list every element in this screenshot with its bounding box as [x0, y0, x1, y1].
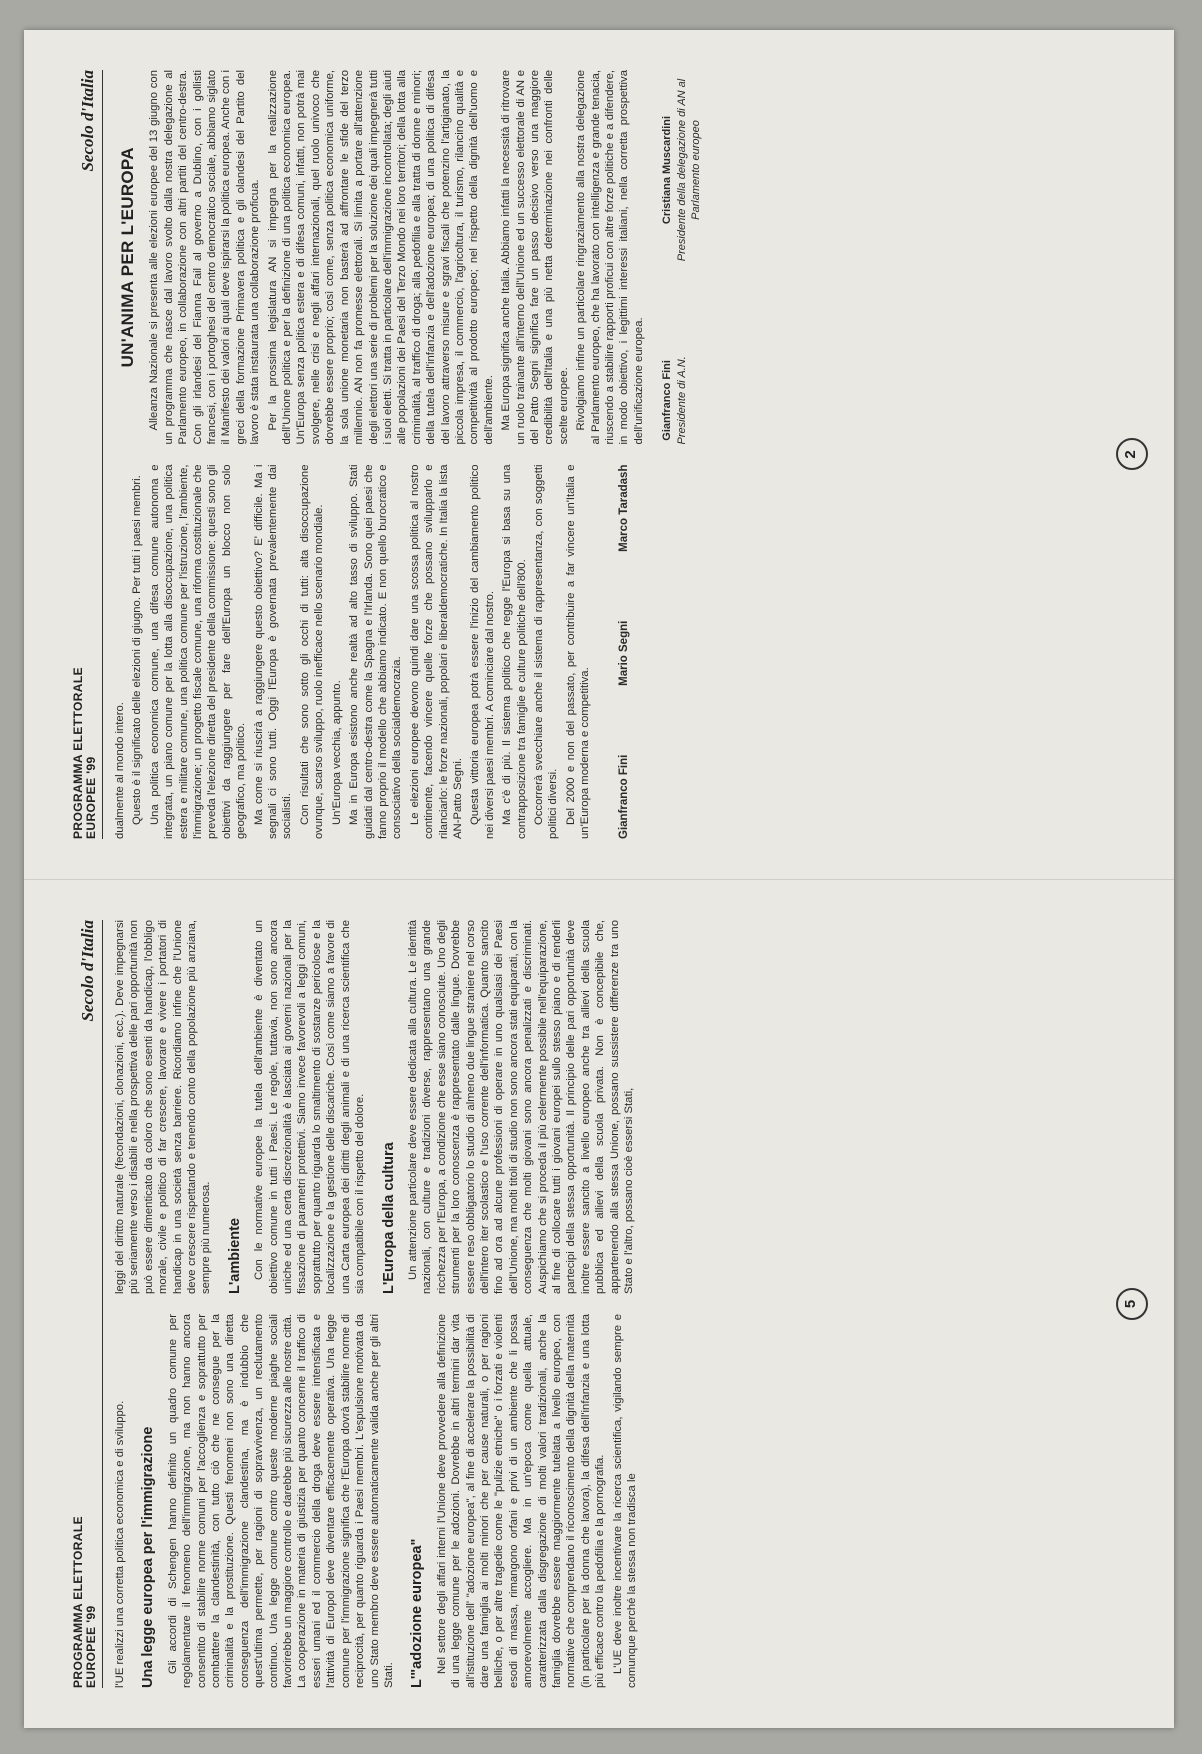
paragraph: Le elezioni europee devono quindi dare una scossa politica al nostro continente, facendo vincere quelle forze che possano svilupparlo e rilanciarlo: le forze nazionali, popolari e liberaldemocratiche. In Italia la lista AN-Patto Segni.: [408, 464, 464, 839]
paragraph: Ma in Europa esistono anche realtà ad alto tasso di sviluppo. Stati guidati dal centro-destra come la Spagna e l'Irlanda. Sono quei paesi che fanno proprio il modello che abbiamo indicato. E non quello burocratico e consociativo della socialdemocrazia.: [348, 464, 404, 839]
paragraph: Una politica economica comune, una difesa comune autonoma e integrata, un piano comune per la lotta alla disoccupazione, una politica estera e militare comune, una politica comune per l'istruzione, l'ambiente, l'immigrazione; un progetto fiscale comune, una riforma costituzionale che preveda l'elezione diretta del presidente della commissione: questi sono gli obiettivi da raggiungere per fare dell'Europa un blocco non solo geografico, ma politico.: [148, 464, 248, 839]
signature-block: [660, 70, 703, 270]
paragraph: Ma Europa significa anche Italia. Abbiamo infatti la necessità di ritrovare un ruolo trainante all'interno dell'Unione ed un successo elettorale di AN e del Patto Segni significa fare un passo decisivo verso una maggiore credibilità dell'Italia e una più netta determinazione nei confronti delle scelte europee.: [500, 70, 570, 445]
section-heading: L'ambiente: [226, 1218, 243, 1294]
column-1: [113, 1314, 1113, 1688]
section-heading: L'"adozione europea": [409, 1538, 426, 1688]
text-columns: [113, 70, 1113, 839]
paragraph: Del 2000 e non del passato, per contribuire a far vincere un'Italia e un'Europa moderna e competitiva.: [564, 464, 592, 839]
program-label: [72, 667, 98, 839]
signature-taradash: Marco Taradash: [617, 464, 630, 552]
paragraph: Questo è il significato delle elezioni di giugno. Per tutti i paesi membri.: [131, 475, 144, 825]
paragraph: leggi del diritto naturale (fecondazioni, clonazioni, ecc.). Deve impegnarsi più seriamente verso i disabili e nella prospettiva delle pari opportunità non può essere dimenticato da coloro che sono esenti da handicap, l'obbligo morale, civile e politico di far crescere, lavorare e vivere i portatori di handicap in una società senza barriere. Ricordiamo infine che l'Unione deve crescere rispettando e tenendo conto della popolazione più anziana, sempre più numerosa.: [114, 920, 213, 1294]
paragraph: Con le normative europee la tutela dell'ambiente è diventato un obiettivo comune in tutti i Paesi. Le regole, tuttavia, non sono ancora uniche ed una certa discrezionalità è lasciata ai governi nazionali per la fissazione di parametri protettivi. Siamo invece favorevoli a leggi comuni, soprattutto per quanto riguarda lo smaltimento di sostanze pericolose e la localizzazione e la gestione delle discariche. Così come siamo a favore di una Carta europea dei diritti degli animali e di una ricerca scientifica che sia compatibile con il rispetto del dolore.: [253, 920, 367, 1294]
signer-role: Presidente di A.N.: [675, 356, 688, 445]
column-2: [113, 70, 1113, 445]
paragraph: Ma come si riuscirà a raggiungere questo obiettivo? E' difficile. Ma i segnali ci sono tutti. Oggi l'Europa è governata prevalentemente dai socialisti.: [252, 464, 294, 839]
paragraph: Con risultati che sono sotto gli occhi di tutti: alta disoccupazione ovunque, scarso sviluppo, ruolo inefficace nello scenario mondiale.: [298, 464, 326, 839]
program-title: PROGRAMMA ELETTORALE: [71, 1516, 85, 1688]
section-heading: L'Europa della cultura: [380, 1142, 397, 1294]
paragraph: L'UE deve inoltre incentivare la ricerca scientifica, vigilando sempre e comunque perché la stessa non tradisca le: [611, 1314, 638, 1688]
paragraph: Per la prossima legislatura AN si impegna per la realizzazione dell'Unione politica e per la definizione di una politica economica europea. Un'Europa senza politica estera e di difesa comuni, infatti, non potrà mai svolgere, nelle crisi e negli affari internazionali, quel ruolo univoco che dovrebbe essere proprio; così come, senza politica economica uniforme, la sola unione monetaria non basterà ad affrontare le sfide del terzo millennio. AN non fa promesse elettorali. Si limita a portare all'attenzione degli elettori una serie di problemi per la soluzione dei quali impegnerà tutti i suoi eletti. Si tratta in particolare dell'immigrazione incontrollata; degli aiuti alle popolazioni dei Paesi del Terzo Mondo nei loro territori; della lotta alla criminalità, al traffico di droga; alla pedofilia e alla tratta di donne e minori; della tutela dell'infanzia e dell'adozione europea; di una politica di difesa del lavoro attraverso misure e sgravi fiscali che potenzino l'artigianato, la piccola impresa, il commercio, l'agricoltura, il turismo, rilancino qualità e competitività al prodotto europeo; nel rispetto della dignità dell'uomo e dell'ambiente.: [266, 70, 495, 445]
column-2: [113, 920, 1113, 1294]
section-heading: Una legge europea per l'immigrazione: [140, 1426, 157, 1688]
paragraph: Gli accordi di Schengen hanno definito un quadro comune per regolamentare il fenomeno dell'immigrazione, ma non hanno ancora consentito di stabilire norme comuni per l'accoglienza e soprattutto per combattere la clandestinità, con tutto ciò che ne consegue per la criminalità e la prostituzione. Questi fenomeni non sono una diretta conseguenza dell'immigrazione clandestina, ma è indubbio che quest'ultima permette, per ragioni di sopravvivenza, un reclutamento continuo. Una legge comune contro queste moderne piaghe sociali favorirebbe un maggiore controllo e darebbe più sicurezza alle nostre città. La cooperazione in materia di giustizia per quanto concerne il traffico di esseri umani ed il commercio della droga deve essere intensificata e l'attività di Europol deve diventare efficacemente operativa. Una legge comune per l'immigrazione significa che l'Europa dovrà stabilire norme di reciprocità, per quanto riguarda i Paesi membri. L'espulsione motivata da uno Stato membro deve essere automaticamente valida anche per gli altri Stati.: [166, 1314, 395, 1688]
paragraph: Occorrerà svecchiare anche il sistema di rappresentanza, con soggetti politici diversi.: [532, 464, 560, 839]
scanned-sheet: [24, 30, 1174, 1728]
program-subtitle: EUROPEE '99: [84, 756, 98, 839]
paragraph: Un'Europa vecchia, appunto.: [330, 680, 343, 825]
signer-name: Cristiana Muscardini: [661, 115, 674, 225]
signature-fini: Gianfranco Fini: [617, 754, 630, 839]
page-header: [58, 70, 103, 839]
program-title: PROGRAMMA ELETTORALE: [71, 667, 85, 839]
text-columns: [113, 920, 1113, 1688]
page-header: [58, 920, 103, 1688]
signatures: [617, 465, 631, 840]
column-1: [113, 465, 1113, 840]
signer-role: Presidente della delegazione di AN al Parlamento europeo: [675, 78, 703, 262]
newspaper-brand: Secolo d'Italia: [78, 70, 97, 172]
program-subtitle: EUROPEE '99: [84, 1605, 98, 1688]
page-5: [24, 879, 1174, 1728]
program-label: [72, 1516, 98, 1688]
page-2: [24, 30, 1174, 879]
paragraph: Ma c'è di più. Il sistema politico che regge l'Europa si basa su una contrapposizione tra famiglie e culture politiche dell'800.: [501, 464, 528, 839]
paragraph: Alleanza Nazionale si presenta alle elezioni europee del 13 giugno con un programma che nasce dal lavoro svolto dalla nostra delegazione al Parlamento europeo, in collaborazione con altri partiti del centro-destra. Con gli irlandesi del Fianna Fail al governo a Dublino, con i gollisti francesi, con i portoghesi del centro democratico sociale, abbiamo siglato il Manifesto dei valori ai quali deve ispirarsi la politica europea. Anche con i greci della formazione Primavera politica e gli olandesi del Partito del lavoro è stata instaurata una collaborazione proficua.: [148, 70, 262, 445]
signature-block: [660, 356, 703, 444]
paragraph: Un attenzione particolare deve essere dedicata alla cultura. Le identità nazionali, con culture e tradizioni diverse, rappresentano una grande ricchezza per l'Europa, a condizione che esse siano conosciute. Uno degli strumenti per la loro conoscenza è rappresentato dalle lingue. Dovrebbe essere reso obbligatorio lo studio di almeno due lingue straniere nel corso dell'intero iter scolastico e l'uso corrente dell'informatica. Quanto sancito fino ad ora ad alcune professioni di operare in uno qualsiasi dei Paesi dell'Unione, ma molti titoli di studio non sono ancora stati equiparati, con la conseguenza che molti giovani sono ancora penalizzati e discriminati. Auspichiamo che si proceda il più celermente possibile nell'equiparazione, al fine di collocare tutti i giovani europei sullo stesso piano e di renderli partecipi della stessa opportunità. Il principio delle pari opportunità deve inoltre essere sancito a livello europeo anche tra allievi della scuola pubblica ed allievi della scuola privata. Non è concepibile che, appartenendo alla stessa Unione, possano sussistere differenze tra uno Stato e l'altro, possano cioè essersi Stati,: [406, 920, 635, 1294]
signer-name: Gianfranco Fini: [661, 360, 674, 441]
paragraph: Rivolgiamo infine un particolare ringraziamento alla nostra delegazione al Parlamento europeo, che ha lavorato con intelligenza e grande tenacia, riuscendo a stabilire rapporti proficui con altre forze politiche e a difendere, in modo obiettivo, i legittimi interessi italiani, nella corretta prospettiva dell'unificazione europea.: [575, 70, 645, 445]
paragraph: l'UE realizzi una corretta politica economica e di sviluppo.: [114, 1400, 126, 1688]
signatures: [660, 70, 703, 445]
two-page-spread: [24, 30, 1174, 1728]
paragraph: Questa vittoria europea potrà essere l'inizio del cambiamento politico nei diversi paesi membri. A cominciare dal nostro.: [469, 464, 496, 839]
article-title: UN'ANIMA PER L'EUROPA: [118, 147, 137, 368]
page-number: 5: [1116, 1288, 1148, 1320]
paragraph: dualmente al mondo intero.: [114, 702, 126, 839]
paragraph: Nel settore degli affari interni l'Unione deve provvedere alla definizione di una legge comune per le adozioni. Dovrebbe in altri termini dar vita all'istituzione dell' "adozione europea", al fine di accelerare la possibilità di dare una famiglia ai molti minori che per cause naturali, o per ragioni belliche, o per altre tragedie come le "pulizie etniche" o i forzati e violenti esodi di massa, rimangono orfani e privi di un ambiente che li possa amorevolmente accogliere. Ma in un'epoca come quella attuale, caratterizzata dalla disgregazione di molti valori tradizionali, anche la famiglia dovrebbe essere maggiormente tutelata a livello europeo, con normative che comprendano il riconoscimento della dignità della maternità (in particolare per la donna che lavora), la difesa dell'infanzia e una lotta più efficace contro la pedofilia e la pornografia.: [435, 1314, 607, 1688]
signature-segni: Mario Segni: [617, 620, 630, 686]
newspaper-brand: Secolo d'Italia: [78, 920, 97, 1022]
page-number: 2: [1116, 439, 1148, 471]
